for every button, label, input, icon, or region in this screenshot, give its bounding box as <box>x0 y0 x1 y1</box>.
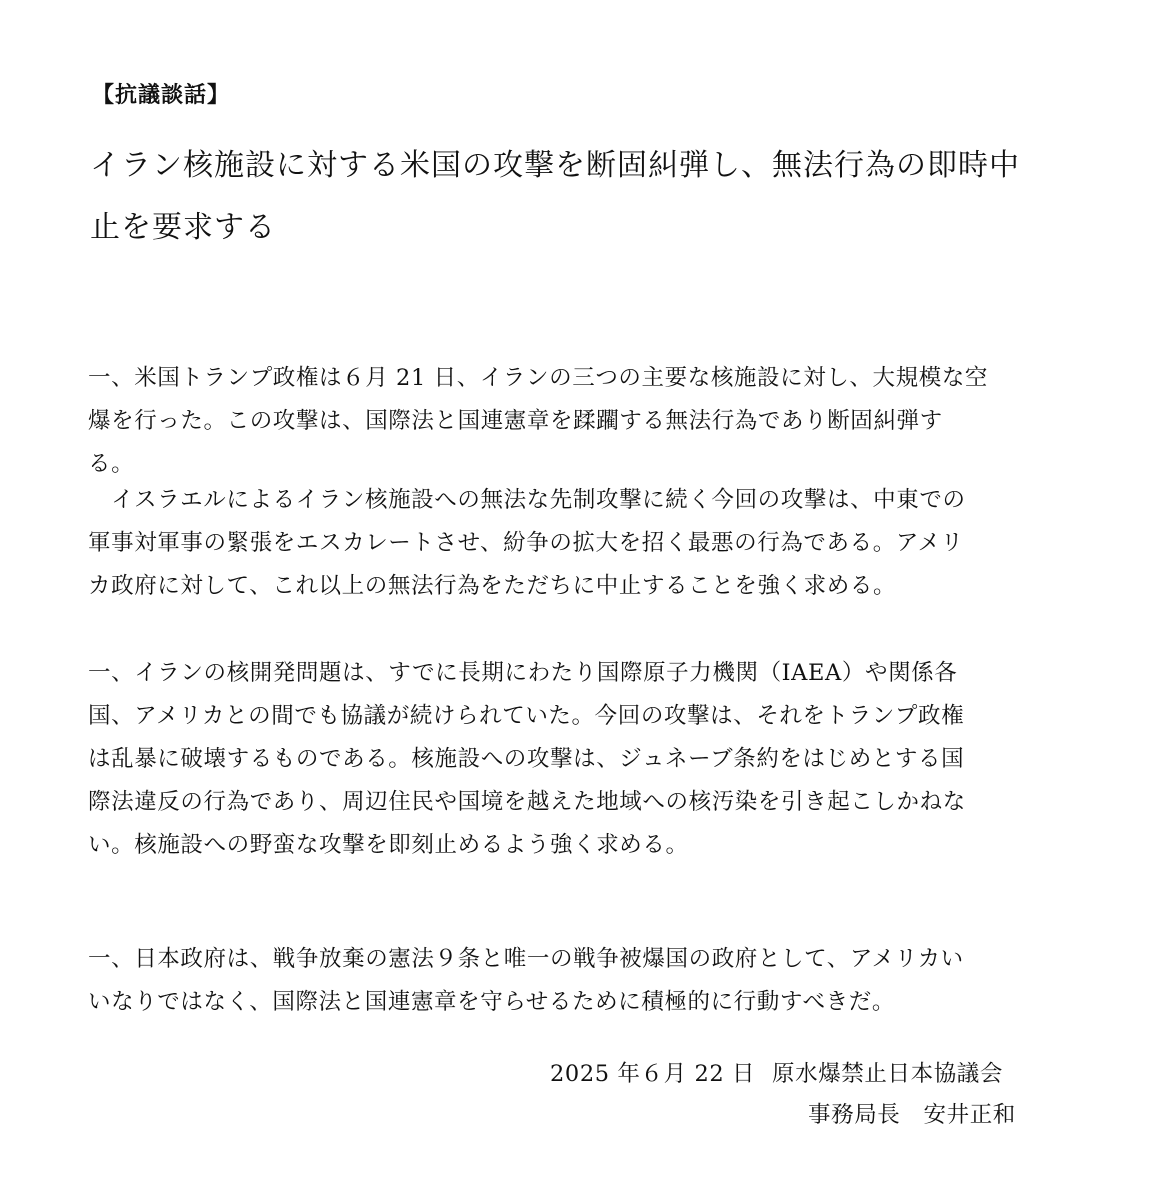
paragraph-line: 際法違反の行為であり、周辺住民や国境を越えた地域への核汚染を引き起こしかねな <box>88 789 966 815</box>
paragraph-line: 国、アメリカとの間でも協議が続けられていた。今回の攻撃は、それをトランプ政権 <box>88 703 965 729</box>
paragraph-japan-government <box>88 943 1088 1029</box>
paragraph-iran-nuclear-issue <box>88 657 1088 872</box>
signature-person: 事務局長 安井正和 <box>808 1102 1016 1128</box>
paragraph-line: い。核施設への野蛮な攻撃を即刻止めるよう強く求める。 <box>88 832 689 858</box>
paragraph-escalation <box>88 484 1088 613</box>
title-line: イラン核施設に対する米国の攻撃を断固糾弾し、無法行為の即時中 <box>90 148 1020 183</box>
paragraph-line: イスラエルによるイラン核施設への無法な先制攻撃に続く今回の攻撃は、中東での <box>88 487 966 513</box>
signature-date: 2025 年６月 22 日 <box>550 1061 756 1087</box>
paragraph-us-airstrike <box>88 362 1088 491</box>
paragraph-line: 一、日本政府は、戦争放棄の憲法９条と唯一の戦争被爆国の政府として、アメリカい <box>88 946 964 972</box>
paragraph-line: る。 <box>88 451 135 477</box>
signature-organization: 原水爆禁止日本協議会 <box>772 1061 1004 1087</box>
document-title <box>90 150 1090 274</box>
paragraph-line: は乱暴に破壊するものである。核施設への攻撃は、ジュネーブ条約をはじめとする国 <box>88 746 965 772</box>
paragraph-line: 軍事対軍事の緊張をエスカレートさせ、紛争の拡大を招く最悪の行為である。アメリ <box>88 530 964 556</box>
paragraph-line: 爆を行った。この攻撃は、国際法と国連憲章を蹂躙する無法行為であり断固糾弾す <box>88 408 943 434</box>
paragraph-line: 一、米国トランプ政権は６月 21 日、イランの三つの主要な核施設に対し、大規模な空 <box>88 365 989 391</box>
paragraph-line: 一、イランの核開発問題は、すでに長期にわたり国際原子力機関（IAEA）や関係各 <box>88 660 958 686</box>
document-label: 【抗議談話】 <box>92 83 231 108</box>
paragraph-line: カ政府に対して、これ以上の無法行為をただちに中止することを強く求める。 <box>88 573 897 599</box>
title-line: 止を要求する <box>90 210 276 245</box>
paragraph-line: いなりではなく、国際法と国連憲章を守らせるために積極的に行動すべきだ。 <box>88 989 895 1015</box>
